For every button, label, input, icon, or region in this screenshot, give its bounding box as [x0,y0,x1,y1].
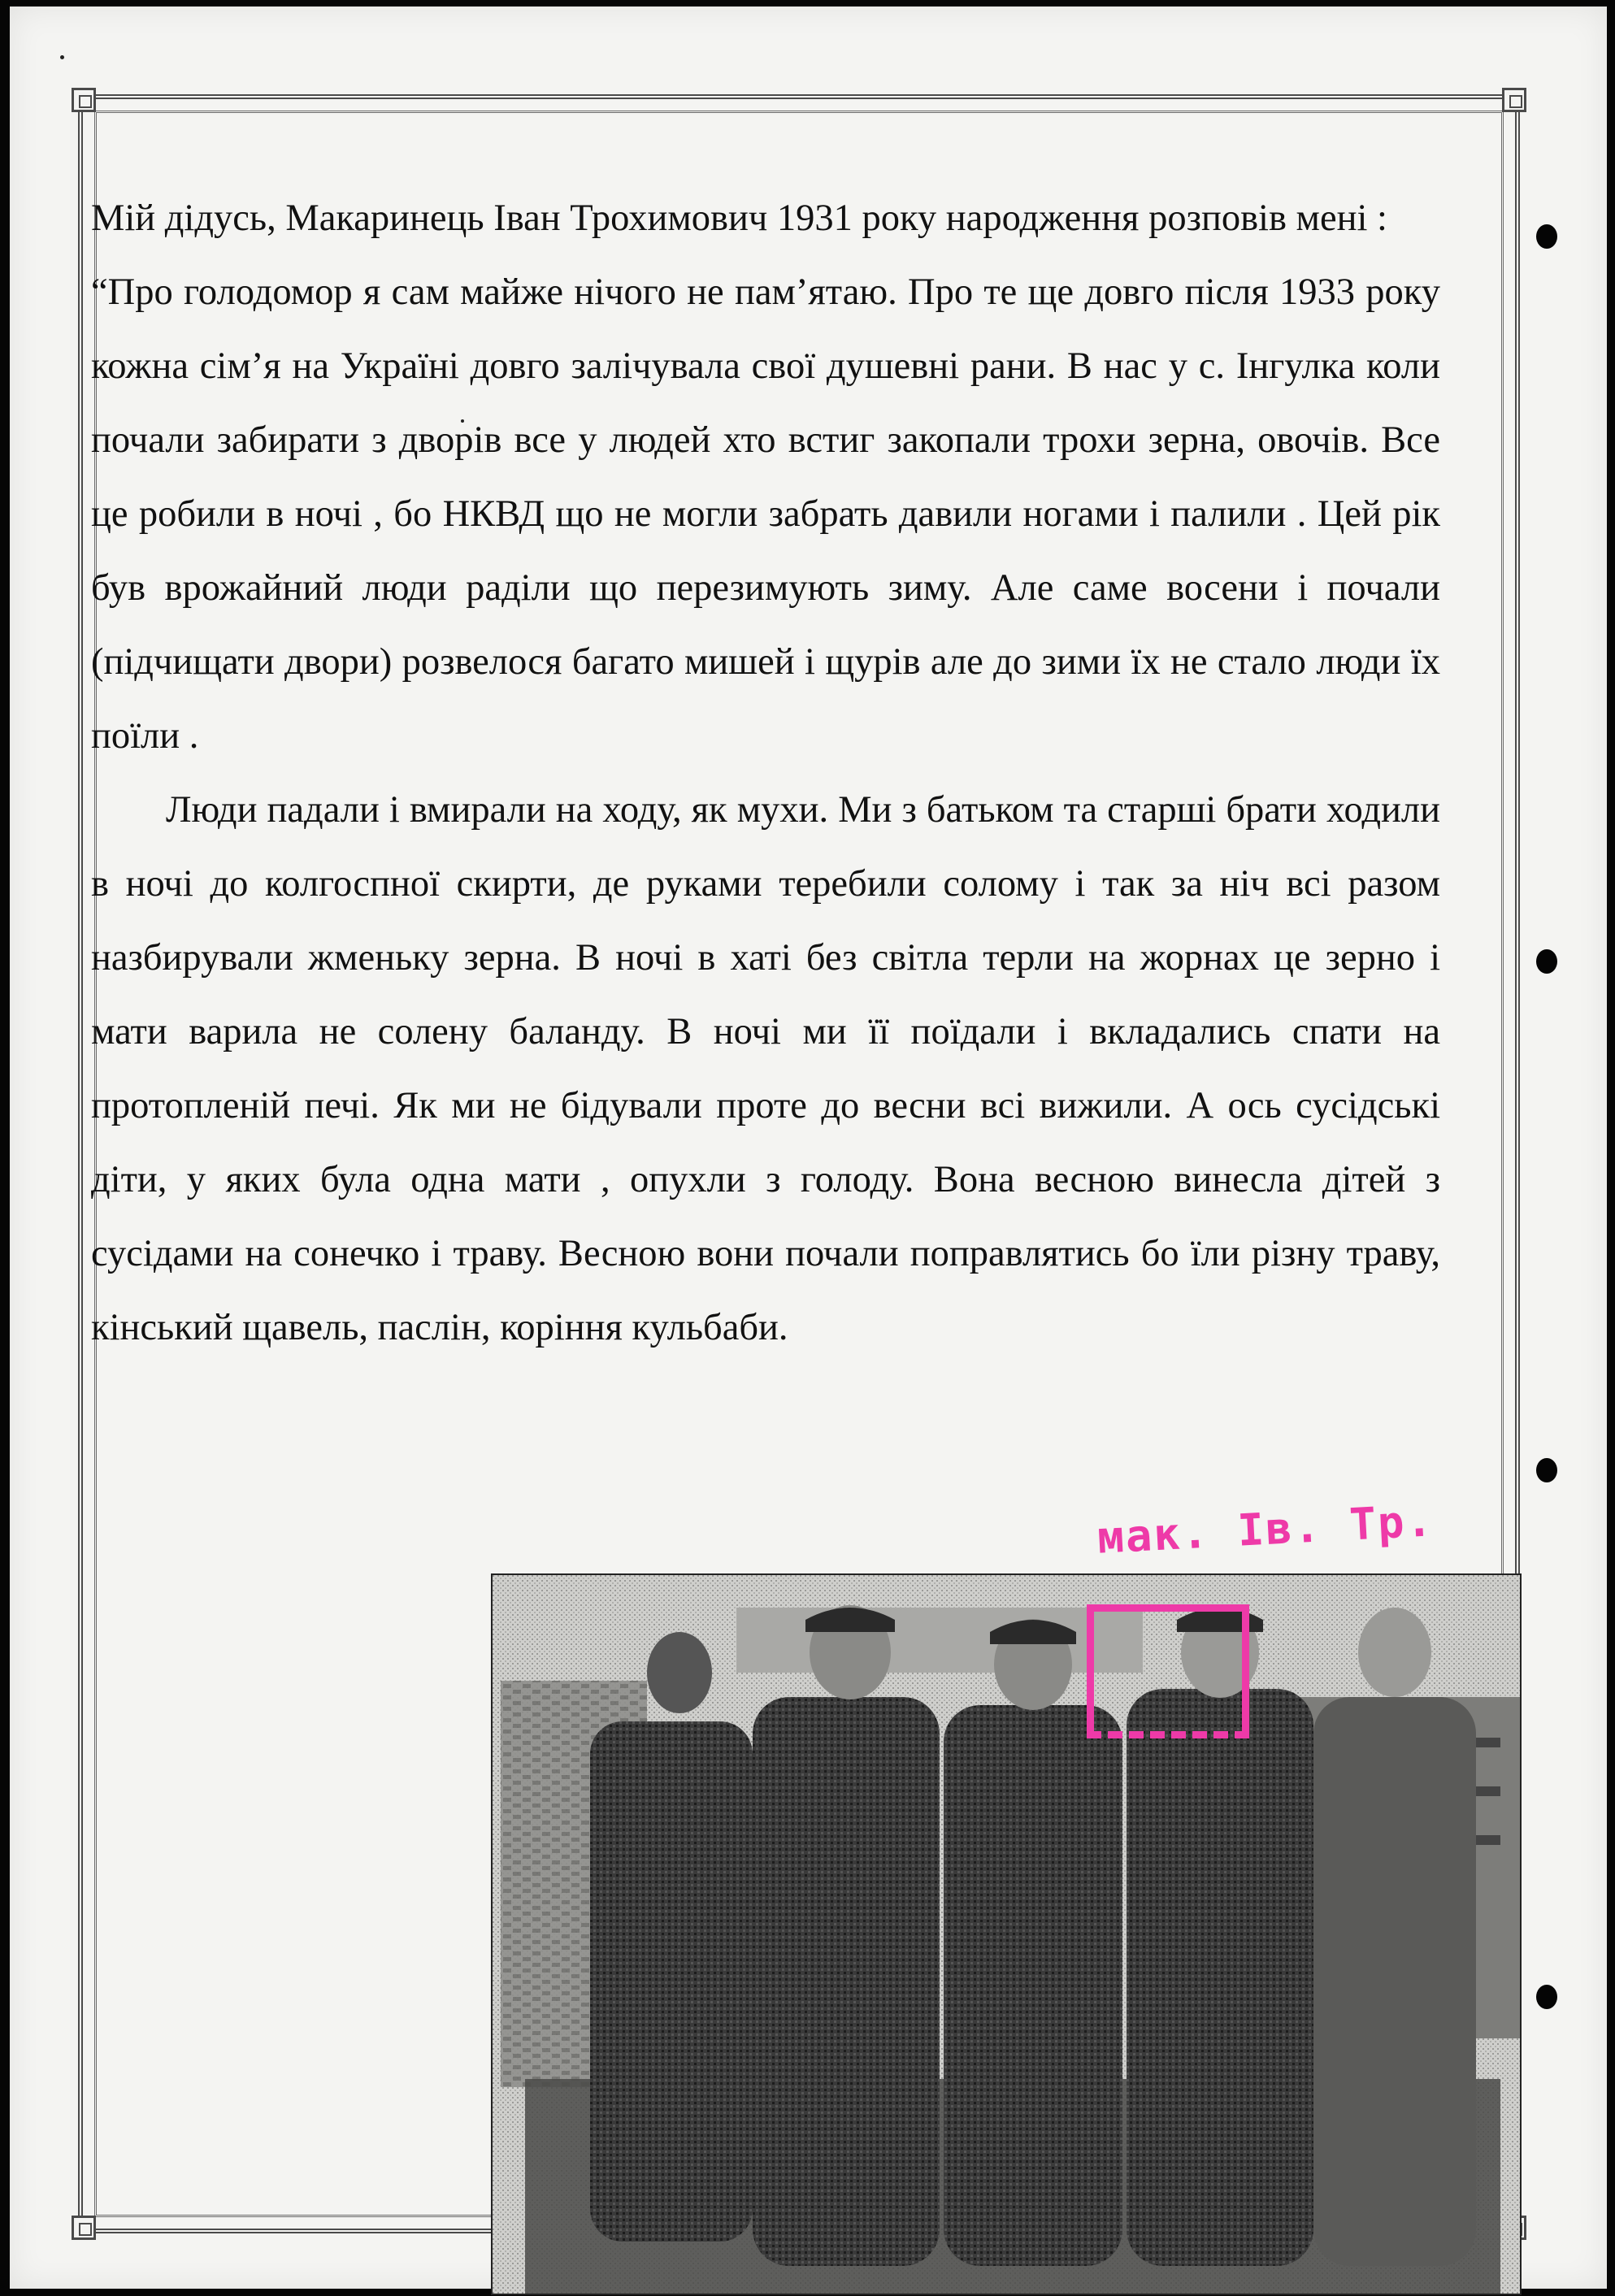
handwritten-note: мак. Ів. Тр. [1096,1495,1435,1564]
highlight-box [1087,1604,1249,1738]
person-figure [590,1632,753,2242]
person-figure [753,1605,940,2266]
document-page [10,7,1607,2289]
group-photo [491,1573,1522,2295]
intro-paragraph: Мій дідусь, Макаринець Іван Трохимович 1931 року народження розповів мені : [91,197,1387,239]
scan-speck [60,55,64,59]
border-corner-ornament [72,88,96,112]
person-figure [1313,1608,1476,2266]
border-corner-ornament [1502,88,1526,112]
story-paragraph: “Про голодомор я сам майже нічого не пам’ятаю. Про те ще довго після 1933 року кожна сім’я на Україні довго залічувала свої душевні рани. В нас у с. Інгулка коли почали забирати з дворів все у людей хто встиг закопали трохи зерна, овочів. Все це робили в ночі , бо НКВД що не могли забрать давили ногами і палили . Цей рік був врожайний люди раділи що перезимують зиму. Але саме восени і почали (підчищати двори) розвелося багато мишей і щурів але до зими їх не стало люди їх поїли . [91,271,1440,757]
border-corner-ornament [72,2216,96,2240]
punch-hole [1536,1458,1557,1482]
punch-hole [1536,949,1557,974]
punch-hole [1536,1985,1557,2009]
memoir-text [91,181,1440,1365]
photo-image [493,1575,1520,2294]
story-paragraph: Люди падали і вмирали на ходу, як мухи. Ми з батьком та старші брати ходили в ночі до колгоспної скирти, де руками теребили солому і так за ніч всі разом назбирували жменьку зерна. В ночі в хаті без світла терли на жорнах це зерно і мати варила не солену баланду. В ночі ми її поїдали і вкладались спати на протопленій печі. Як ми не бідували проте до весни всі вижили. А ось сусідські діти, у яких була одна мати , опухли з голоду. Вона весною винесла дітей з сусідами на сонечко і траву. Весною вони почали поправлятись бо їли різну траву, кінський щавель, паслін, коріння кульбаби. [91,789,1440,1348]
punch-hole [1536,224,1557,249]
